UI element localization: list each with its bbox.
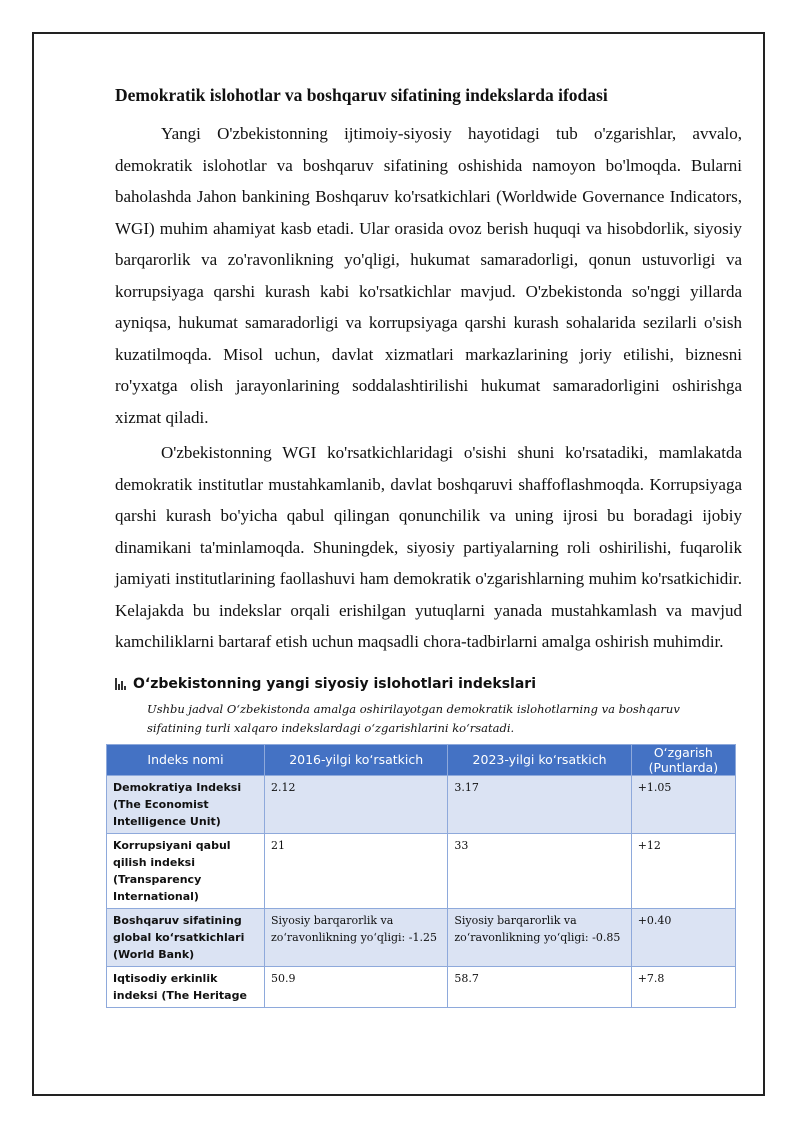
table-heading-text: O‘zbekistonning yangi siyosiy islohotlari indekslari <box>133 675 536 692</box>
value-2023: 3.17 <box>448 775 631 833</box>
table-caption: Ushbu jadval O‘zbekistonda amalga oshirilayotgan demokratik islohotlarning va boshqaruv sifatining turli xalqaro indekslardagi o‘zgarishlarini ko‘rsatadi. <box>147 701 680 735</box>
table-row <box>107 908 736 966</box>
document-title: Demokratik islohotlar va boshqaruv sifatining indekslarda ifodasi <box>115 85 608 105</box>
table-header-row <box>107 744 736 775</box>
table-heading <box>115 676 742 692</box>
value-change: +7.8 <box>631 966 735 1007</box>
column-header: 2023-yilgi ko‘rsatkich <box>448 744 631 775</box>
column-header: Indeks nomi <box>107 744 265 775</box>
column-header: O‘zgarish (Puntlarda) <box>631 744 735 775</box>
index-name: Boshqaruv sifatining global ko‘rsatkichlari (World Bank) <box>107 908 265 966</box>
document-body <box>115 84 742 1008</box>
value-2016: 2.12 <box>265 775 448 833</box>
index-name: Iqtisodiy erkinlik indeksi (The Heritage <box>107 966 265 1007</box>
table-row <box>107 833 736 908</box>
index-table <box>106 744 736 1008</box>
index-name: Korrupsiyani qabul qilish indeksi (Transparency International) <box>107 833 265 908</box>
table-row <box>107 966 736 1007</box>
paragraph-2: O'zbekistonning WGI ko'rsatkichlaridagi o'sishi shuni ko'rsatadiki, mamlakatda demokratik institutlar mustahkamlanib, davlat boshqaruvi shaffoflashmoqda. Korrupsiyaga qarshi kurash bo'yicha qabul qilingan qonunchilik va uning ijrosi bu boradagi ijobiy dinamikani ta'minlamoqda. Shuningdek, siyosiy partiyalarning roli oshirilishi, fuqarolik jamiyati institutlarining faollashuvi ham demokratik o'zgarishlarning muhim ko'rsatkichidir. Kelajakda bu indekslar orqali erishilgan yutuqlarni yanada mustahkamlash va mavjud kamchiliklarni bartaraf etish uchun maqsadli chora-tadbirlarni amalga oshirish muhimdir. <box>115 443 742 651</box>
value-2016: Siyosiy barqarorlik va zo‘ravonlikning yo‘qligi: -1.25 <box>265 908 448 966</box>
index-name: Demokratiya Indeksi (The Economist Intelligence Unit) <box>107 775 265 833</box>
paragraph-1: Yangi O'zbekistonning ijtimoiy-siyosiy hayotidagi tub o'zgarishlar, avvalo, demokratik islohotlar va boshqaruv sifatining oshishida namoyon bo'lmoqda. Bularni baholashda Jahon bankining Boshqaruv ko'rsatkichlari (Worldwide Governance Indicators, WGI) muhim ahamiyat kasb etadi. Ular orasida ovoz berish huquqi va hisobdorlik, siyosiy barqarorlik va zo'ravonlikning yo'qligi, hukumat samaradorligi, qonun ustuvorligi va korrupsiyaga qarshi kurash kabi ko'rsatkichlar mavjud. O'zbekistonda so'nggi yillarda ayniqsa, hukumat samaradorligi va korrupsiyaga qarshi kurash sohalarida sezilarli o'sish kuzatilmoqda. Misol uchun, davlat xizmatlari markazlarining joriy etilishi, biznesni ro'yxatga olish jarayonlarining soddalashtirilishi hukumat samaradorligini oshirishga xizmat qiladi. <box>115 124 742 427</box>
value-change: +1.05 <box>631 775 735 833</box>
value-2023: 58.7 <box>448 966 631 1007</box>
value-2023: 33 <box>448 833 631 908</box>
value-2023: Siyosiy barqarorlik va zo‘ravonlikning yo‘qligi: -0.85 <box>448 908 631 966</box>
value-2016: 50.9 <box>265 966 448 1007</box>
bar-chart-icon <box>115 678 127 690</box>
value-change: +12 <box>631 833 735 908</box>
table-row <box>107 775 736 833</box>
value-2016: 21 <box>265 833 448 908</box>
column-header: 2016-yilgi ko‘rsatkich <box>265 744 448 775</box>
value-change: +0.40 <box>631 908 735 966</box>
